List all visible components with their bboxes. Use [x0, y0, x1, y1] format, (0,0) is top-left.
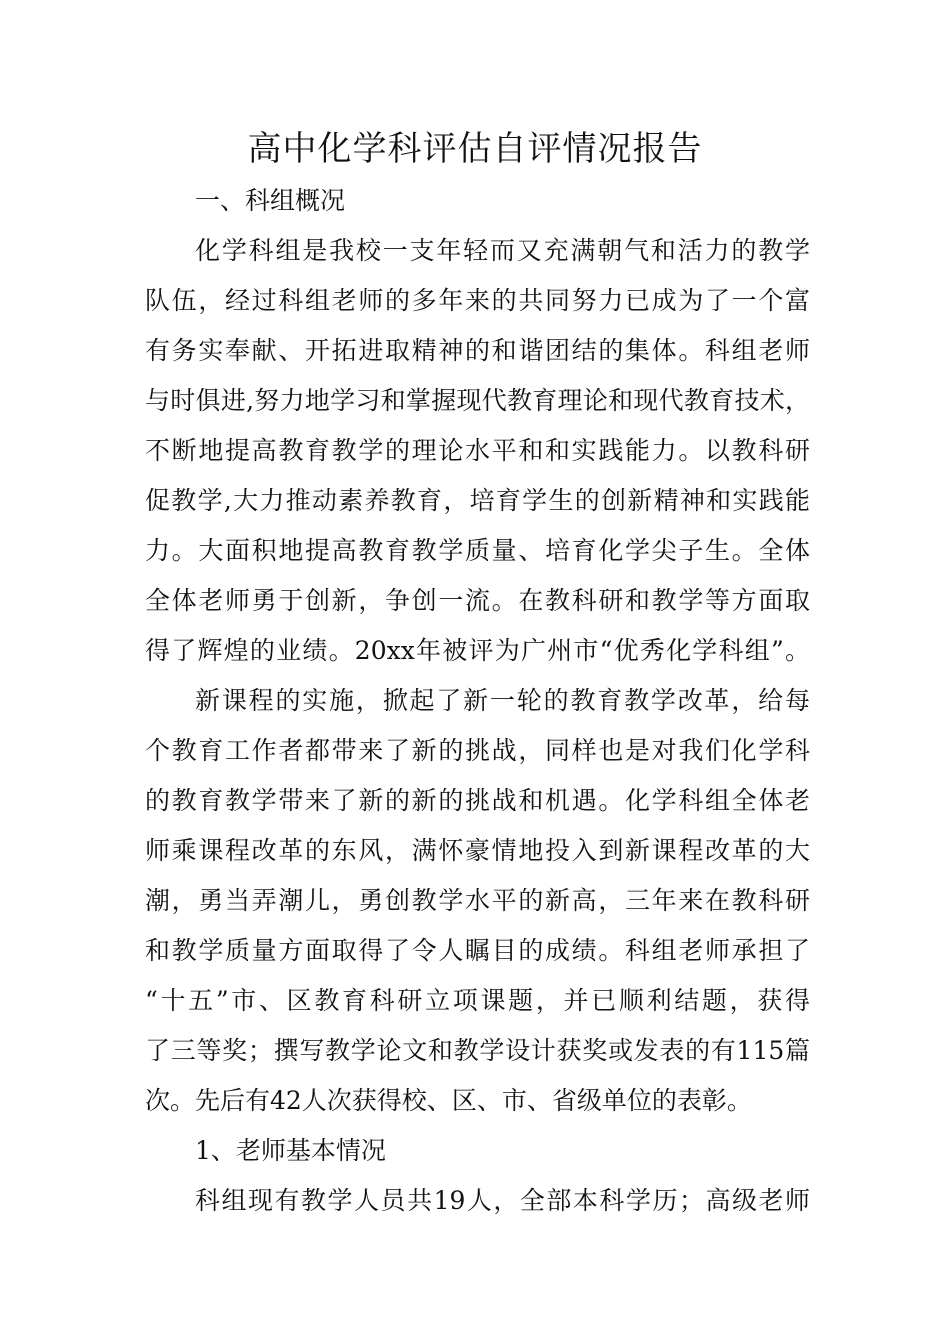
- text-line: 新课程的实施，掀起了新一轮的教育教学改革，给每: [195, 686, 810, 715]
- text-line: 的教育教学带来了新的新的挑战和机遇。化学科组全体老: [145, 786, 810, 815]
- text-line: 化学科组是我校一支年轻而又充满朝气和活力的教学: [195, 236, 810, 265]
- text-line: 队伍，经过科组老师的多年来的共同努力已成为了一个富: [145, 286, 810, 315]
- text-line: 不断地提高教育教学的理论水平和和实践能力。以教科研: [145, 436, 810, 465]
- text-line: 和教学质量方面取得了令人瞩目的成绩。科组老师承担了: [145, 936, 810, 965]
- text-line: 得了辉煌的业绩。20xx年被评为广州市“优秀化学科组”。: [145, 636, 810, 665]
- text-line: 潮，勇当弄潮儿，勇创教学水平的新高，三年来在教科研: [145, 886, 810, 915]
- text-line: 全体老师勇于创新，争创一流。在教科研和教学等方面取: [145, 586, 810, 615]
- text-line: 1、老师基本情况: [195, 1136, 386, 1165]
- text-line: 促教学,大力推动素养教育，培育学生的创新精神和实践能: [145, 486, 810, 515]
- document-title: 高中化学科评估自评情况报告: [247, 129, 703, 169]
- text-line: 师乘课程改革的东风，满怀豪情地投入到新课程改革的大: [145, 836, 810, 865]
- document-body: [145, 176, 810, 1226]
- text-line: 了三等奖；撰写教学论文和教学设计获奖或发表的有115篇: [145, 1036, 810, 1065]
- text-line: 科组现有教学人员共19人，全部本科学历；高级老师: [195, 1186, 810, 1215]
- text-line: 力。大面积地提高教育教学质量、培育化学尖子生。全体: [145, 536, 810, 565]
- text-line: 次。先后有42人次获得校、区、市、省级单位的表彰。: [145, 1086, 752, 1115]
- text-line: 一、科组概况: [195, 186, 346, 215]
- text-line: 有务实奉献、开拓进取精神的和谐团结的集体。科组老师: [145, 336, 810, 365]
- text-line: “十五”市、区教育科研立项课题，并已顺利结题，获得: [145, 986, 810, 1015]
- text-line: 个教育工作者都带来了新的挑战，同样也是对我们化学科: [145, 736, 810, 765]
- text-line: 与时俱进,努力地学习和掌握现代教育理论和现代教育技术，: [145, 386, 810, 415]
